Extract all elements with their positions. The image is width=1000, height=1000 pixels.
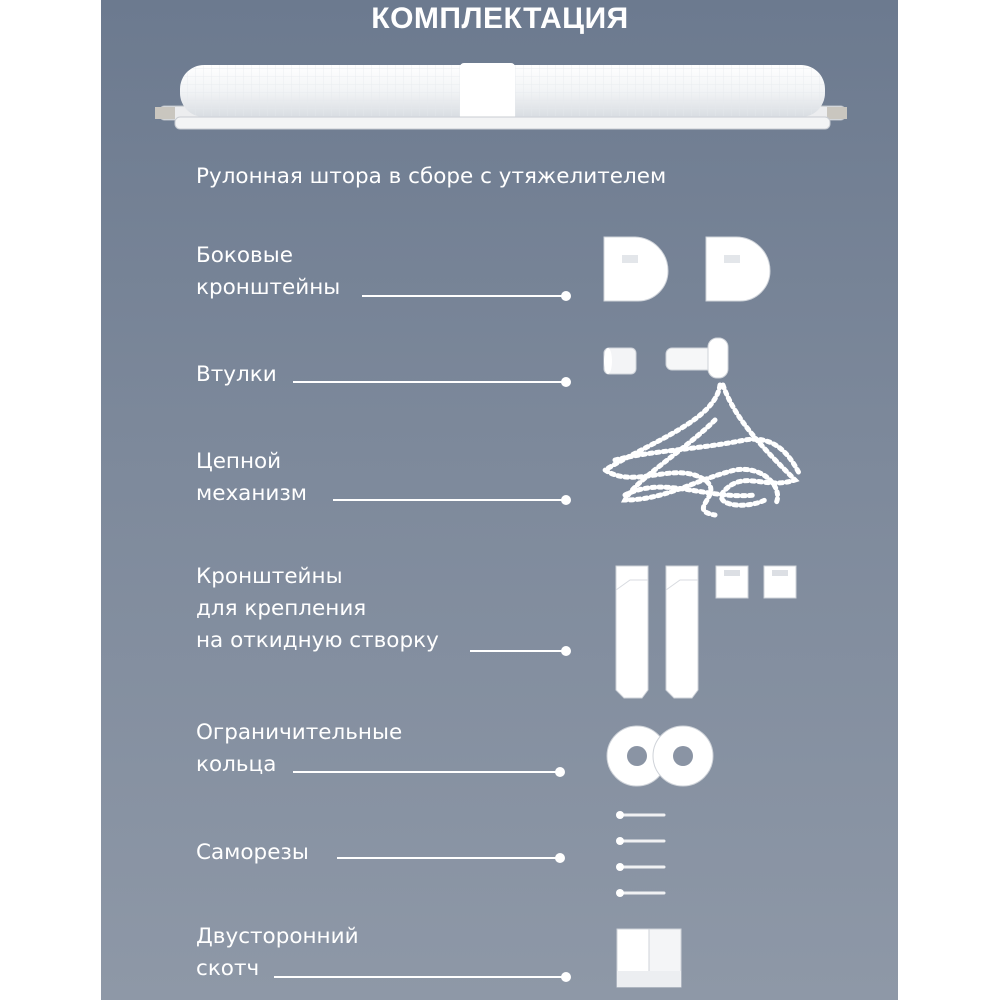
- page-title: КОМПЛЕКТАЦИЯ: [371, 2, 629, 35]
- pointer-dot: [561, 972, 571, 982]
- item-label-chain-mechanism: Цепной механизм: [196, 449, 308, 506]
- sash-bracket-image: [610, 560, 805, 705]
- left-margin: [0, 0, 101, 1000]
- bushing-image: [600, 336, 735, 382]
- item-label-side-brackets: Боковые кронштейны: [196, 243, 341, 300]
- chain-mechanism-image: [595, 380, 805, 520]
- double-sided-tape-image: [615, 925, 685, 993]
- pointer-dot: [561, 646, 571, 656]
- pointer-line: [293, 771, 559, 773]
- pointer-line: [337, 857, 559, 859]
- pointer-dot: [561, 291, 571, 301]
- item-label-limit-rings: Ограничительные кольца: [196, 720, 403, 777]
- item-label-roller-blind: Рулонная штора в сборе с утяжелителем: [196, 164, 667, 189]
- pointer-line: [274, 976, 565, 978]
- pointer-line: [470, 650, 565, 652]
- item-label-sash-brackets: Кронштейны для крепления на откидную створку: [196, 564, 439, 653]
- pointer-dot: [555, 853, 565, 863]
- item-label-screws: Саморезы: [196, 840, 309, 865]
- right-margin: [898, 0, 1000, 1000]
- pointer-line: [293, 381, 565, 383]
- side-bracket-image: [600, 233, 780, 305]
- item-label-bushings: Втулки: [196, 362, 277, 387]
- item-label-double-sided-tape: Двусторонний скотч: [196, 924, 359, 981]
- screws-image: [612, 805, 672, 905]
- pointer-line: [362, 295, 565, 297]
- pointer-dot: [561, 495, 571, 505]
- pointer-line: [333, 499, 565, 501]
- pointer-dot: [561, 377, 571, 387]
- pointer-dot: [555, 767, 565, 777]
- limit-ring-image: [605, 724, 725, 789]
- roller-blind-image: [155, 60, 850, 140]
